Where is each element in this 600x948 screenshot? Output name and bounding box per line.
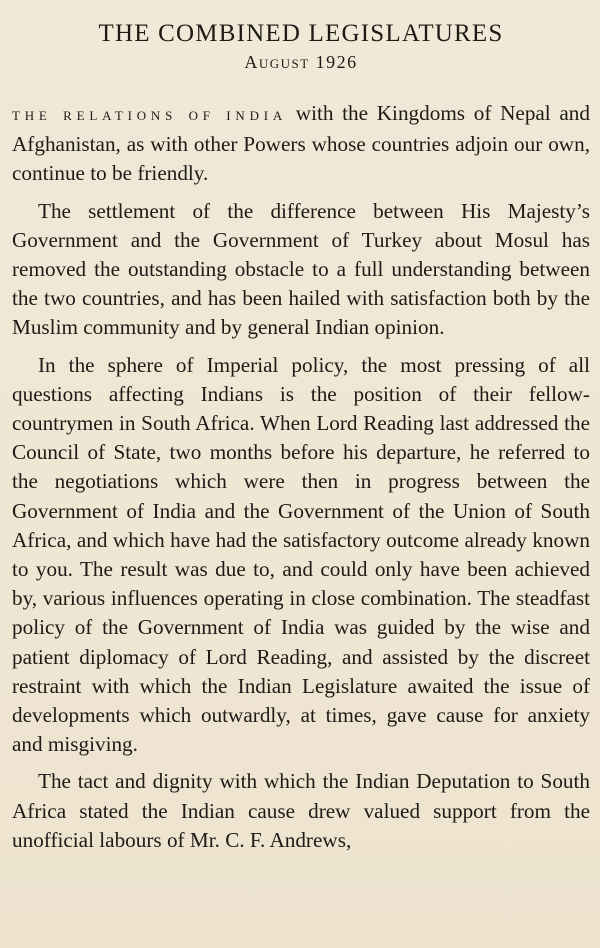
- paragraph-2: The settlement of the difference between His Majesty’s Government and the Government of Turkey about Mosul has removed the outstanding obstacle to a full understanding between the two countries, and has been hailed with satisfaction both by the Muslim community and by general Indian opinion.: [12, 198, 590, 340]
- paragraph-3: In the sphere of Imperial policy, the most pressing of all questions affecting Indians is the position of their fellow-countrymen in South Africa. When Lord Reading last addressed the Council of State, two months before his departure, he referred to the negotiations which were then in progress between the Government of India and the Government of the Union of South Africa, and which have had the satisfactory outcome already known to you. The result was due to, and could only have been achieved by, various influences operating in close combination. The steadfast policy of the Government of India was guided by the wise and patient diplomacy of Lord Reading, and assisted by the discreet restraint with which the Indian Legislature awaited the issue of developments which outwardly, at times, gave cause for anxiety and misgiving.: [12, 352, 590, 757]
- paragraph-1-text: with the Kingdoms of Nepal and Afghanistan, as with other Powers whose countries adjoin our own, continue to be friendly.: [12, 101, 590, 186]
- paragraph-4: The tact and dignity with which the Indian Deputation to South Africa stated the Indian cause drew valued support from the unofficial labours of Mr. C. F. Andrews,: [12, 769, 590, 852]
- chapter-date: August 1926: [244, 52, 358, 72]
- paragraph-1: [12, 99, 590, 189]
- chapter-title: THE COMBINED LEGISLATURES: [98, 20, 504, 47]
- paragraph-1-lead-in: THE RELATIONS OF INDIA: [12, 108, 288, 123]
- body-text: [12, 99, 590, 855]
